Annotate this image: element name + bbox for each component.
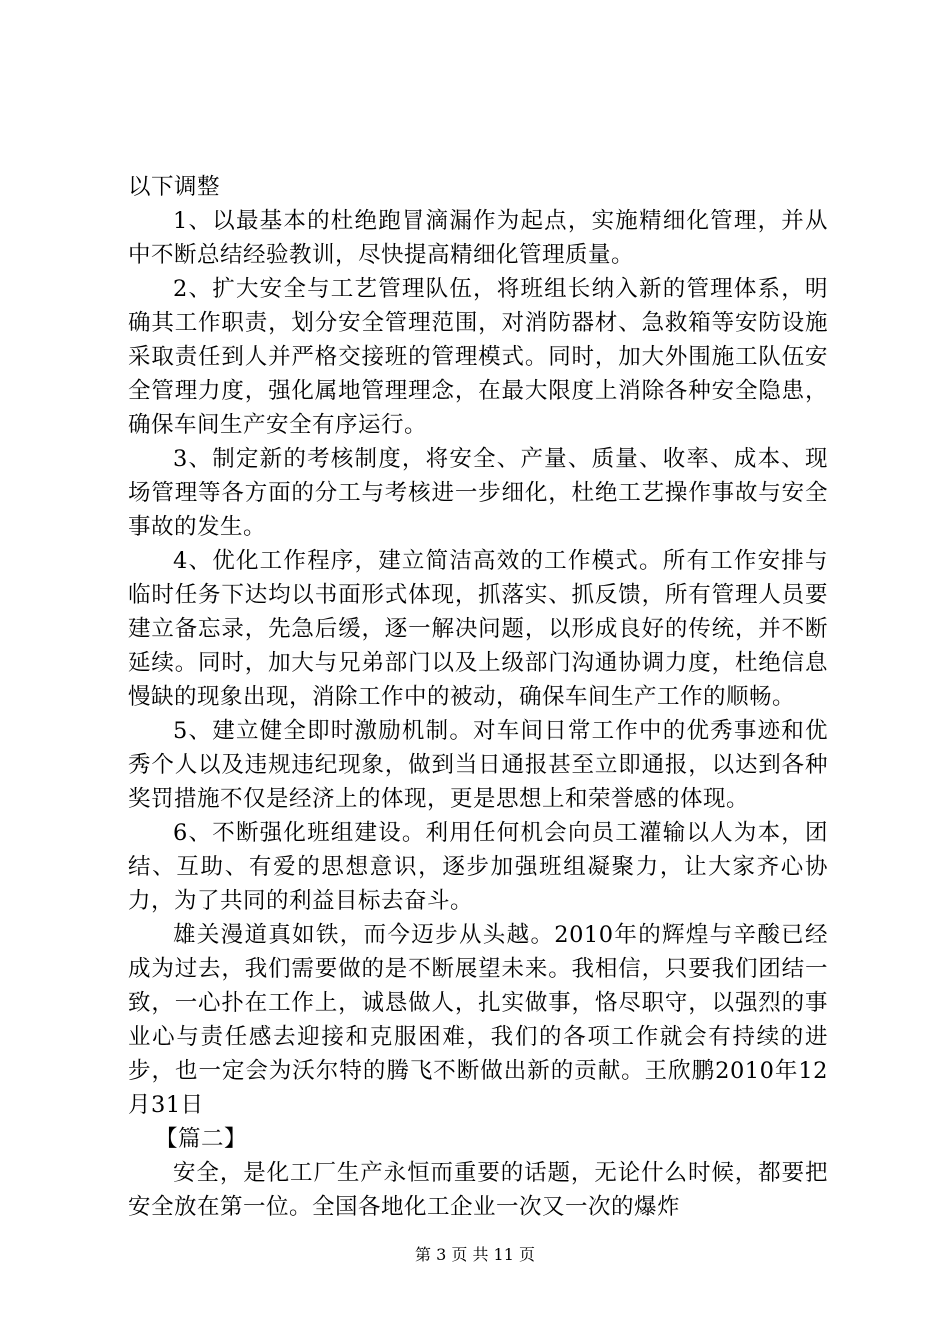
paragraph-closing: 雄关漫道真如铁，而今迈步从头越。2010年的辉煌与辛酸已经成为过去，我们需要做的是不断展望未来。我相信，只要我们团结一致，一心扑在工作上，诚恳做人，扎实做事，恪尽职守，以强烈的事业心与责任感去迎接和克服困难，我们的各项工作就会有持续的进步，也一定会为沃尔特的腾飞不断做出新的贡献。王欣鹏2010年12月31日: [128, 922, 828, 1118]
paragraph-section-intro: 安全，是化工厂生产永恒而重要的话题，无论什么时候，都要把安全放在第一位。全国各地化工企业一次又一次的爆炸: [128, 1160, 828, 1220]
paragraph-item-5: 5、建立健全即时激励机制。对车间日常工作中的优秀事迹和优秀个人以及违规违纪现象，做到当日通报甚至立即通报，以达到各种奖罚措施不仅是经济上的体现，更是思想上和荣誉感的体现。: [128, 718, 828, 812]
section-heading: 【篇二】: [155, 1126, 248, 1152]
paragraph-item-6: 6、不断强化班组建设。利用任何机会向员工灌输以人为本，团结、互助、有爱的思想意识，逐步加强班组凝聚力，让大家齐心协力，为了共同的利益目标去奋斗。: [128, 820, 828, 914]
page-footer: [0, 1245, 950, 1265]
paragraph-item-1: 1、以最基本的杜绝跑冒滴漏作为起点，实施精细化管理，并从中不断总结经验教训，尽快提高精细化管理质量。: [128, 208, 828, 268]
page-number: 第 3 页 共 11 页: [415, 1245, 535, 1264]
paragraph-item-4: 4、优化工作程序，建立简洁高效的工作模式。所有工作安排与临时任务下达均以书面形式体现，抓落实、抓反馈，所有管理人员要建立备忘录，先急后缓，逐一解决问题，以形成良好的传统，并不断延续。同时，加大与兄弟部门以及上级部门沟通协调力度，杜绝信息慢缺的现象出现，消除工作中的被动，确保车间生产工作的顺畅。: [128, 548, 828, 710]
paragraph-continuation: 以下调整: [128, 174, 221, 200]
paragraph-item-3: 3、制定新的考核制度，将安全、产量、质量、收率、成本、现场管理等各方面的分工与考核进一步细化，杜绝工艺操作事故与安全事故的发生。: [128, 446, 828, 540]
paragraph-item-2: 2、扩大安全与工艺管理队伍，将班组长纳入新的管理体系，明确其工作职责，划分安全管理范围，对消防器材、急救箱等安防设施采取责任到人并严格交接班的管理模式。同时，加大外围施工队伍安全管理力度，强化属地管理理念，在最大限度上消除各种安全隐患，确保车间生产安全有序运行。: [128, 276, 828, 438]
document-body: [128, 170, 828, 1224]
